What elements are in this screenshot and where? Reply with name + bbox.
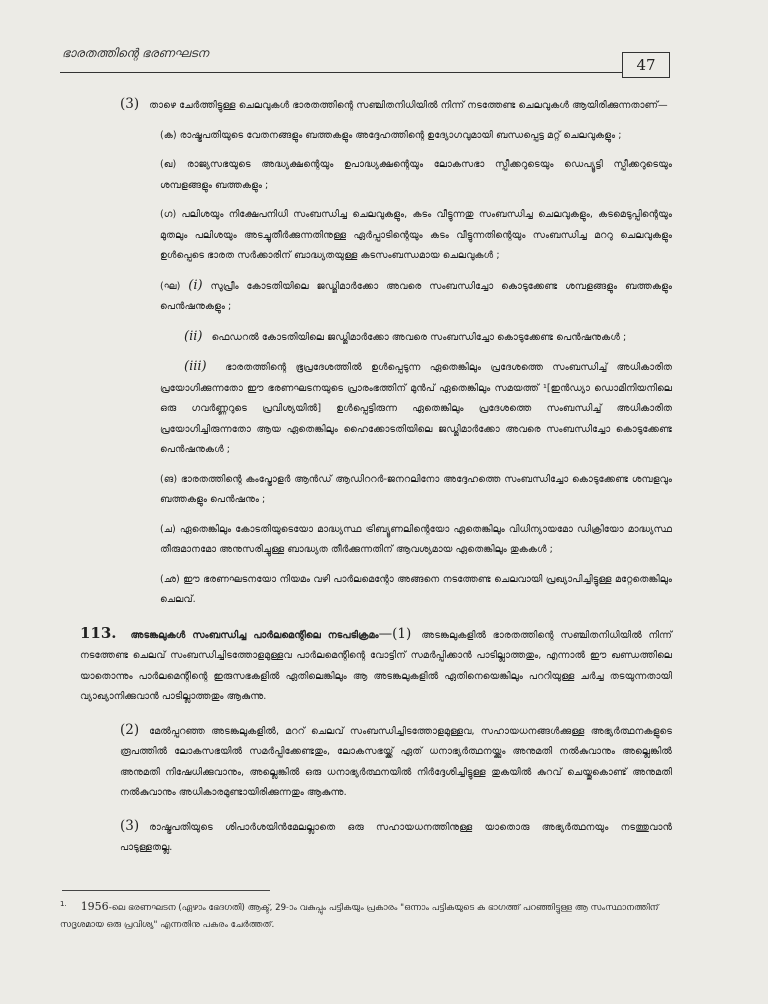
item-gha-i-text: സുപ്രീം കോടതിയിലെ ജഡ്ജിമാർക്കോ അവരെ സംബന്ധിച്ചോ കൊടുക്കേണ്ട ശമ്പളങ്ങളും ബത്തകളും പെൻഷനുകളും ; xyxy=(160,280,672,312)
clause-3-intro xyxy=(80,94,672,117)
clause-3-number: (3) xyxy=(120,96,140,112)
item-gha-i xyxy=(80,276,672,318)
article-113-clause-2 xyxy=(80,720,672,804)
article-113-clause-1-number: —(1) xyxy=(378,625,412,642)
article-113-clause-1-text: അടങ്കലുകളിൽ ഭാരതത്തിന്റെ സഞ്ചിതനിധിയിൽ നിന്ന് നടത്തേണ്ട ചെലവ് സംബന്ധിച്ചിടത്തോളമുള്ളവ പാർലമെന്റിന്റെ വോട്ടിന് സമർപ്പിക്കാൻ പാടില്ലാത്തതും, എന്നാൽ ഈ ഖണ്ഡത്തിലെ യാതൊന്നും പാർലമെന്റിന്റെ ഇരുസഭകളിൽ ഏതിലെങ്കിലും ആ അടങ്കലുകളിൽ ഏതിനെയെങ്കിലും പററിയുള്ള ചർച്ച തടയുന്നതായി വ്യാഖ്യാനിക്കുവാൻ പാടില്ലാത്തതും ആകുന്നു. xyxy=(80,629,673,702)
item-gha-ii xyxy=(80,327,672,349)
footnote-text: -ലെ ഭരണഘടന (ഏഴാം ഭേദഗതി) ആക്ട്, 29-ാം വകുപ്പും പട്ടികയും പ്രകാരം "ഒന്നാം പട്ടികയുടെ ക ഭാഗത്ത് പറഞ്ഞിട്ടുള്ള ആ സംസ്ഥാനത്തിന് സദൃശമായ ഒരു പ്രവിശ്യ" എന്നതിനു പകരം ചേർത്തത്. xyxy=(60,902,659,930)
item-gha-i-num: (i) xyxy=(188,277,203,293)
item-ka: (ക) രാഷ്ട്രപതിയുടെ വേതനങ്ങളും ബത്തകളും അദ്ദേഹത്തിന്റെ ഉദ്യോഗവുമായി ബന്ധപ്പെട്ട മറ്റ് ചെലവുകളും ; xyxy=(160,129,622,141)
item-gha-ii-num: (ii) xyxy=(184,328,203,344)
article-113-number: 113. xyxy=(80,623,117,642)
article-113-clause-3 xyxy=(80,816,672,859)
running-header: ഭാരതത്തിന്റെ ഭരണഘടന xyxy=(62,46,209,60)
article-113-clause-3-number: (3) xyxy=(120,817,140,834)
clause-3-intro-text: താഴെ ചേർത്തിട്ടുള്ള ചെലവുകൾ ഭാരതത്തിന്റെ സഞ്ചിതനിധിയിൽ നിന്ന് നടത്തേണ്ട ചെലവുകൾ ആയിരിക്കുന്നതാണ്— xyxy=(149,100,668,111)
item-nga: (ങ) ഭാരതത്തിന്റെ കംപ്ട്രോളർ ആൻഡ് ആഡിററർ-ജനറലിനോ അദ്ദേഹത്തെ സംബന്ധിച്ചോ കൊടുക്കേണ്ട ശമ്പളവും ബത്തകളും പെൻഷനും ; xyxy=(160,473,672,505)
page-body xyxy=(80,94,672,859)
footnote-year: 1956 xyxy=(80,899,109,913)
item-gha-iii-num: (iii) xyxy=(184,359,207,374)
item-kha: (ഖ) രാജ്യസഭയുടെ അദ്ധ്യക്ഷന്റെയും ഉപാദ്ധ്യക്ഷന്റെയും ലോകസഭാ സ്പീക്കറുടെയും ഡെപ്യൂട്ടി സ്പീക്കറുടെയും ശമ്പളങ്ങളും ബത്തകളും ; xyxy=(160,159,672,191)
header-rule xyxy=(60,72,622,73)
item-gha-ii-text: ഫെഡറൽ കോടതിയിലെ ജഡ്ജിമാർക്കോ അവരെ സംബന്ധിച്ചോ കൊടുക്കേണ്ട പെൻഷനുകൾ ; xyxy=(211,331,627,343)
item-chha: (ഛ) ഈ ഭരണഘടനയോ നിയമം വഴി പാർലമെന്റോ അങ്ങനെ നടത്തേണ്ട ചെലവായി പ്രഖ്യാപിച്ചിട്ടുള്ള മറ്റേതെങ്കിലും ചെലവ്. xyxy=(160,573,672,605)
item-cha: (ച) ഏതെങ്കിലും കോടതിയുടെയോ മാദ്ധ്യസ്ഥ ട്രിബ്യൂണലിന്റെയോ ഏതെങ്കിലും വിധിന്യായമോ ഡിക്രിയോ മാദ്ധ്യസ്ഥ തീരുമാനമോ അനുസരിച്ചുള്ള ബാദ്ധ്യത തീർക്കുന്നതിന് ആവശ്യമായ ഏതെങ്കിലും തുകകൾ ; xyxy=(160,523,672,555)
footnote xyxy=(60,896,660,934)
item-gha-iii-text: ഭാരതത്തിന്റെ ഭൂപ്രദേശത്തിൽ ഉൾപ്പെടുന്ന ഏതെങ്കിലും പ്രദേശത്തെ സംബന്ധിച്ച് അധികാരിത പ്രയോഗിക്കുന്നതോ ഈ ഭരണഘടനയുടെ പ്രാരംഭത്തിന് മുൻപ് ഏതെങ്കിലും സമയത്ത് ¹[ഇൻഡ്യാ ഡൊമിനിയനിലെ ഒരു ഗവർണ്ണറുടെ പ്രവിശ്യയിൽ] ഉൾപ്പെട്ടിരുന്ന ഏതെങ്കിലും പ്രദേശത്തെ സംബന്ധിച്ച് അധികാരിത പ്രയോഗിച്ചിരുന്നതോ ആയ ഏതെങ്കിലും ഹൈക്കോടതിയിലെ ജഡ്ജിമാർക്കോ അവരെ സംബന്ധിച്ചോ കൊടുക്കേണ്ട പെൻഷനുകൾ ; xyxy=(160,362,672,455)
item-gha-label: (ഘ) xyxy=(160,280,181,292)
footnote-mark: 1. xyxy=(60,900,67,908)
page-number: 47 xyxy=(622,52,670,78)
item-ga: (ഗ) പലിശയും നിക്ഷേപനിധി സംബന്ധിച്ച ചെലവുകളും, കടം വീട്ടുന്നതു സംബന്ധിച്ച ചെലവുകളും, കടമെടുപ്പിന്റെയും മുതലും പലിശയും അടച്ചുതീർക്കുന്നതിനുള്ള ഏർപ്പാടിന്റെയും കടം വീട്ടുന്നതിന്റെയും സംബന്ധിച്ച മററു ചെലവുകളും ഉൾപ്പെടെ ഭാരത സർക്കാരിന് ബാദ്ധ്യതയുള്ള കടസംബന്ധമായ ചെലവുകൾ ; xyxy=(160,209,672,261)
item-gha-iii xyxy=(80,357,672,461)
article-113-clause-1 xyxy=(80,623,672,708)
article-113-clause-3-text: രാഷ്ട്രപതിയുടെ ശിപാർശയിൻമേലല്ലാതെ ഒരു സഹായധനത്തിനുള്ള യാതൊരു അഭ്യർത്ഥനയും നടത്തുവാൻ പാടുള്ളതല്ല. xyxy=(120,821,672,853)
article-113-title: അടങ്കലുകൾ സംബന്ധിച്ച പാർലമെന്റിലെ നടപടിക്രമം xyxy=(130,629,379,641)
article-113-clause-2-number: (2) xyxy=(120,721,140,738)
article-113-clause-2-text: മേൽപ്പറഞ്ഞ അടങ്കലുകളിൽ, മററ് ചെലവ് സംബന്ധിച്ചിടത്തോളമുള്ളവ, സഹായധനങ്ങൾക്കുള്ള അഭ്യർത്ഥനകളുടെ രൂപത്തിൽ ലോകസഭയിൽ സമർപ്പിക്കേണ്ടതും, ലോകസഭയ്ക്ക് ഏത് ധനാഭ്യർത്ഥനയ്ക്കും അനുമതി നൽകുവാനും അല്ലെങ്കിൽ അനുമതി നിഷേധിക്കുവാനും, അല്ലെങ്കിൽ ഒരു ധനാഭ്യർത്ഥനയിൽ നിർദ്ദേശിച്ചിട്ടുള്ള തുകയിൽ കുറവ് ചെയ്തുകൊണ്ട് അനുമതി നൽകുവാനും അധികാരമുണ്ടായിരിക്കുന്നതും ആകുന്നു. xyxy=(120,725,672,798)
footnote-rule xyxy=(62,890,270,891)
